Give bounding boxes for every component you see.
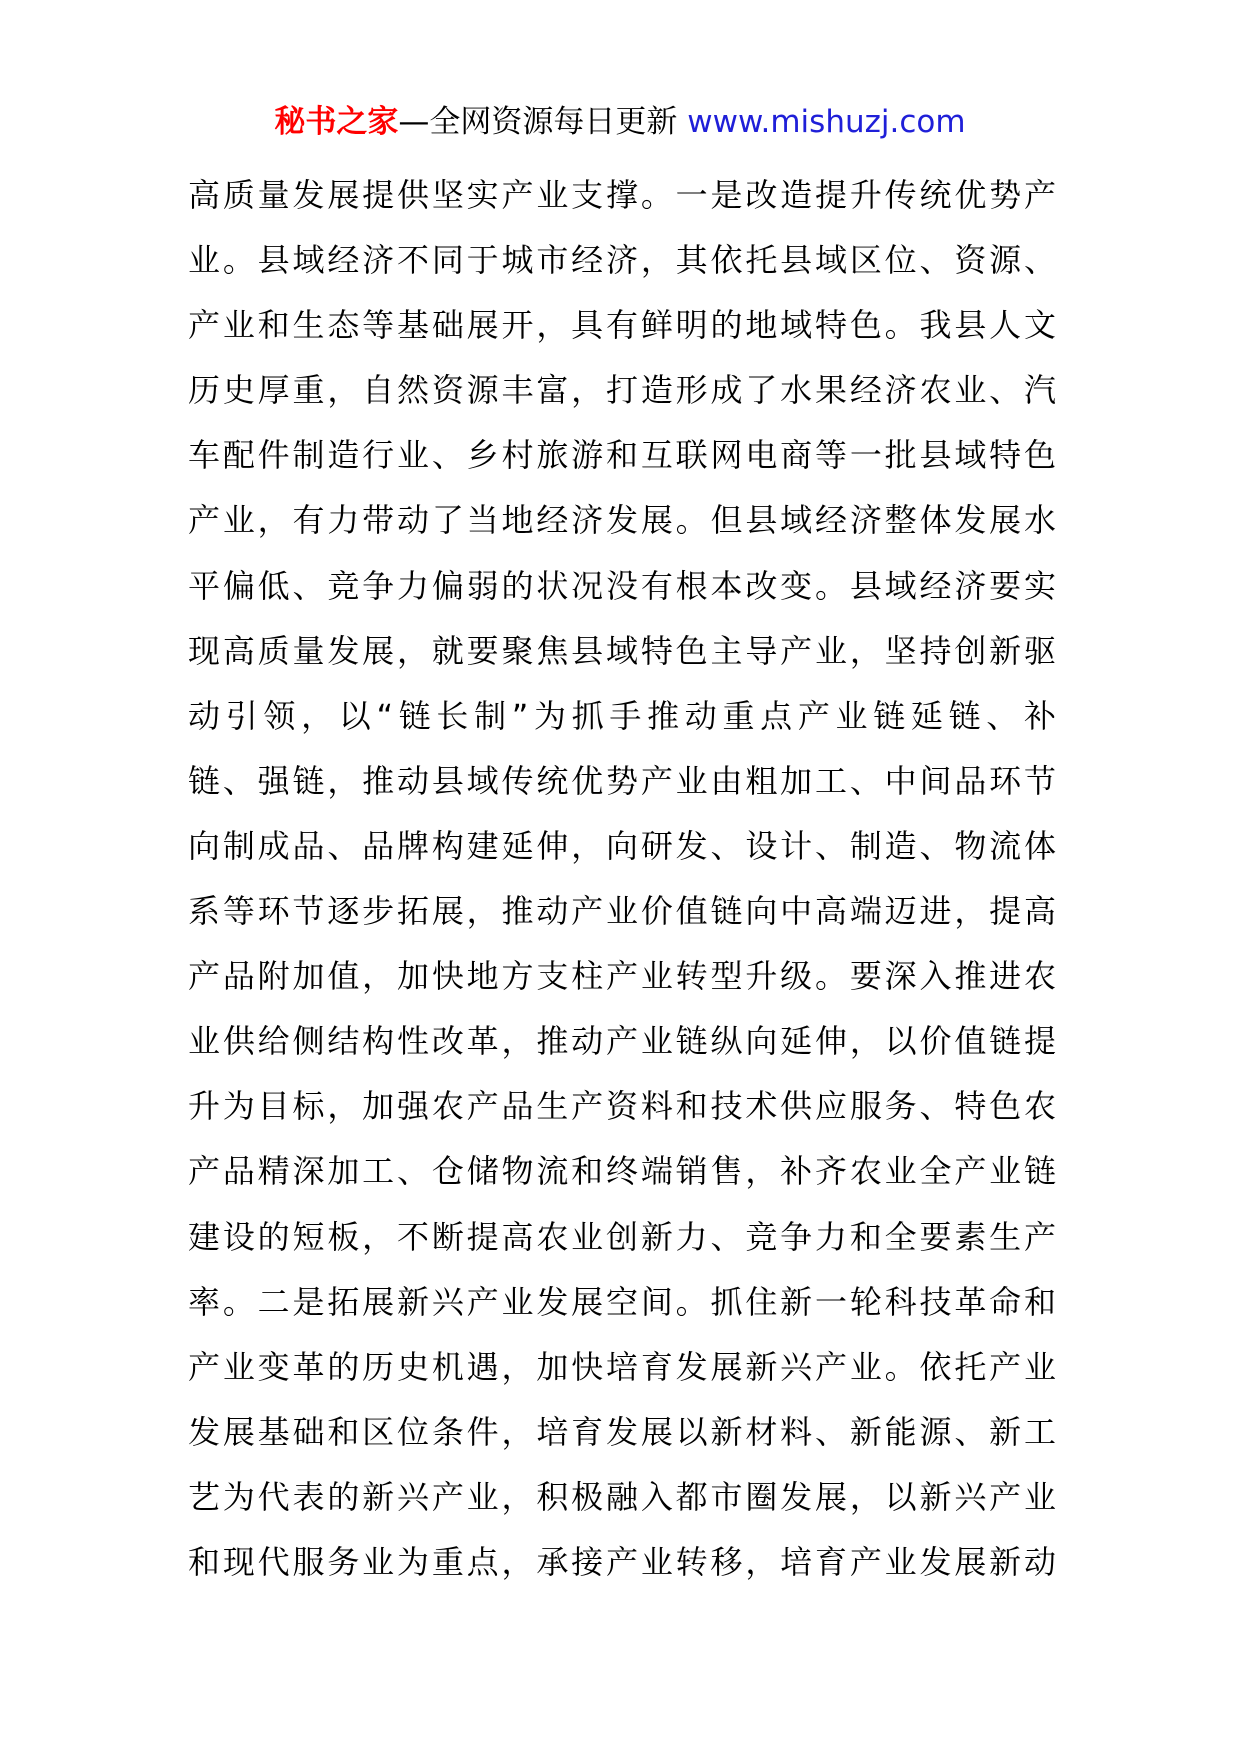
site-url-link[interactable]: www.mishuzj.com bbox=[687, 104, 966, 140]
site-tagline: —全网资源每日更新 bbox=[398, 104, 678, 140]
text-line: 向制成品、品牌构建延伸，向研发、设计、制造、物流体 bbox=[188, 826, 1056, 865]
text-line: 建设的短板，不断提高农业创新力、竞争力和全要素生产 bbox=[188, 1217, 1056, 1256]
text-line: 平偏低、竞争力偏弱的状况没有根本改变。县域经济要实 bbox=[188, 566, 1056, 605]
text-line: 业。县域经济不同于城市经济，其依托县域区位、资源、 bbox=[188, 241, 1056, 280]
text-line: 系等环节逐步拓展，推动产业价值链向中高端迈进，提高 bbox=[188, 892, 1056, 931]
text-line: 产业变革的历史机遇，加快培育发展新兴产业。依托产业 bbox=[188, 1347, 1056, 1386]
text-line: 动引领，以“链长制”为抓手推动重点产业链延链、补 bbox=[188, 696, 1056, 735]
text-line: 高质量发展提供坚实产业支撑。一是改造提升传统优势产 bbox=[188, 176, 1056, 214]
document-body bbox=[188, 163, 1056, 1595]
text-line: 业供给侧结构性改革，推动产业链纵向延伸，以价值链提 bbox=[188, 1022, 1056, 1061]
text-line: 发展基础和区位条件，培育发展以新材料、新能源、新工 bbox=[188, 1412, 1056, 1451]
text-line: 率。二是拓展新兴产业发展空间。抓住新一轮科技革命和 bbox=[188, 1282, 1056, 1321]
text-line: 产品附加值，加快地方支柱产业转型升级。要深入推进农 bbox=[188, 957, 1056, 996]
text-line: 产业和生态等基础展开，具有鲜明的地域特色。我县人文 bbox=[188, 306, 1056, 345]
text-line: 车配件制造行业、乡村旅游和互联网电商等一批县域特色 bbox=[188, 436, 1056, 475]
text-line: 艺为代表的新兴产业，积极融入都市圈发展，以新兴产业 bbox=[188, 1477, 1056, 1516]
text-line: 产品精深加工、仓储物流和终端销售，补齐农业全产业链 bbox=[188, 1152, 1056, 1191]
site-brand: 秘书之家 bbox=[274, 104, 399, 140]
page-header bbox=[0, 100, 1240, 144]
text-line: 历史厚重，自然资源丰富，打造形成了水果经济农业、汽 bbox=[188, 371, 1056, 410]
text-line: 升为目标，加强农产品生产资料和技术供应服务、特色农 bbox=[188, 1087, 1056, 1126]
text-line: 链、强链，推动县域传统优势产业由粗加工、中间品环节 bbox=[188, 761, 1056, 800]
text-line: 和现代服务业为重点，承接产业转移，培育产业发展新动 bbox=[188, 1542, 1056, 1581]
text-line: 产业，有力带动了当地经济发展。但县域经济整体发展水 bbox=[188, 501, 1056, 540]
text-line: 现高质量发展，就要聚焦县域特色主导产业，坚持创新驱 bbox=[188, 631, 1056, 670]
